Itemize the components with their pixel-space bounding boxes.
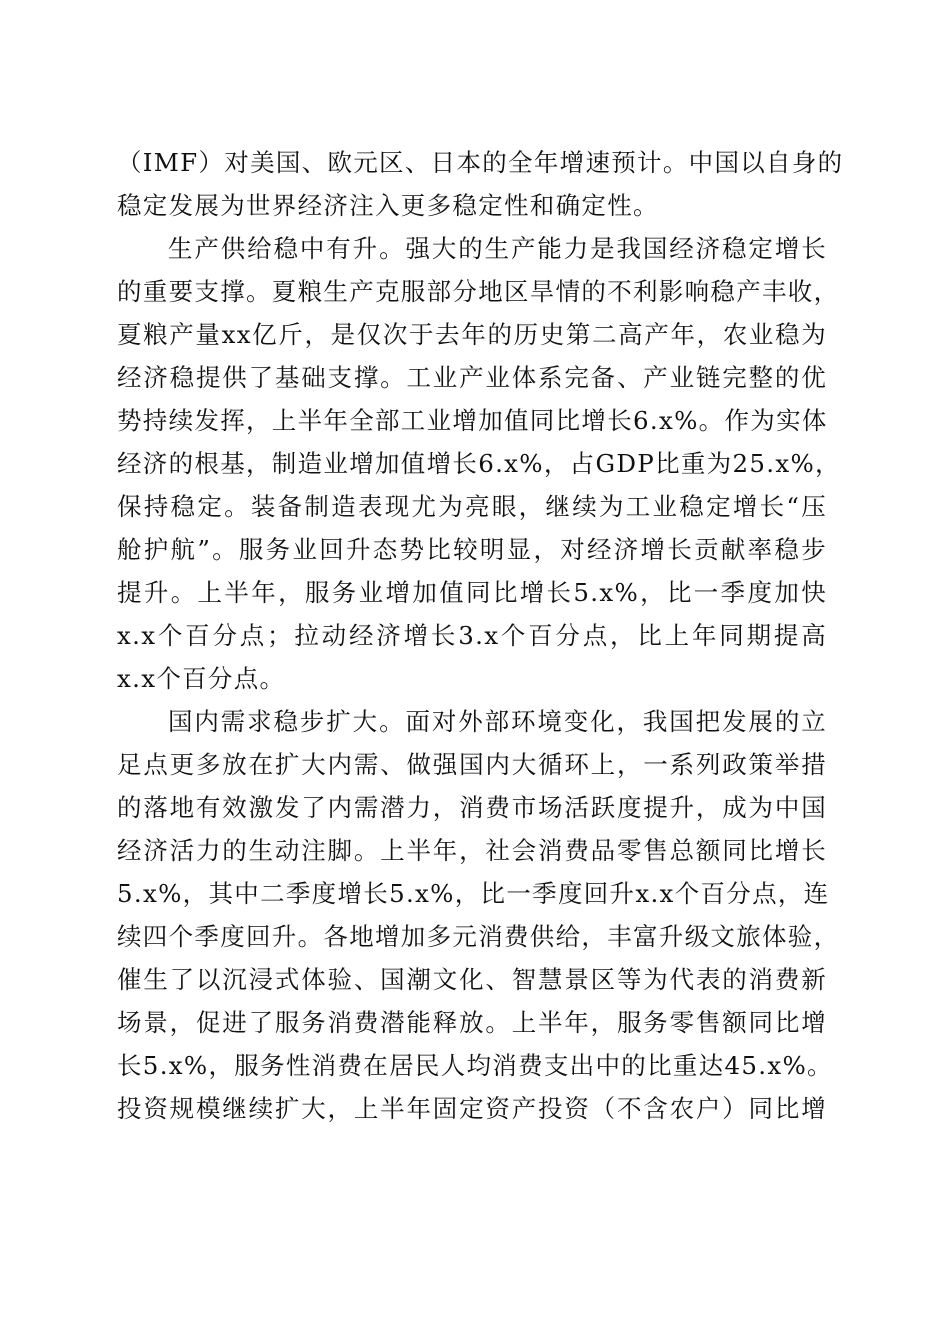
text-line: 夏粮产量xx亿斤，是仅次于去年的历史第二高产年，农业稳为 <box>117 320 827 349</box>
paragraph-start-line: 国内需求稳步扩大。面对外部环境变化，我国把发展的立 <box>168 707 827 736</box>
text-line: （IMF）对美国、欧元区、日本的全年增速预计。中国以自身的 <box>117 148 844 177</box>
text-line: 足点更多放在扩大内需、做强国内大循环上，一系列政策举措 <box>117 750 827 779</box>
text-line: x.x个百分点；拉动经济增长3.x个百分点，比上年同期提高 <box>117 621 827 650</box>
text-line: 续四个季度回升。各地增加多元消费供给，丰富升级文旅体验， <box>117 922 840 951</box>
text-line: 势持续发挥，上半年全部工业增加值同比增长6.x%。作为实体 <box>117 406 828 435</box>
text-line: 保持稳定。装备制造表现尤为亮眼，继续为工业稳定增长“压 <box>117 492 827 521</box>
text-line: 经济稳提供了基础支撑。工业产业体系完备、产业链完整的优 <box>117 363 827 392</box>
text-line: 长5.x%，服务性消费在居民人均消费支出中的比重达45.x%。 <box>117 1051 833 1080</box>
text-line: 5.x%，其中二季度增长5.x%，比一季度回升x.x个百分点，连 <box>117 879 830 908</box>
text-line: 的落地有效激发了内需潜力，消费市场活跃度提升，成为中国 <box>117 793 827 822</box>
text-line: x.x个百分点。 <box>117 664 286 693</box>
text-line: 场景，促进了服务消费潜能释放。上半年，服务零售额同比增 <box>117 1008 827 1037</box>
text-line: 稳定发展为世界经济注入更多稳定性和确定性。 <box>117 191 659 220</box>
text-line: 提升。上半年，服务业增加值同比增长5.x%，比一季度加快 <box>117 578 827 607</box>
text-line: 的重要支撑。夏粮生产克服部分地区旱情的不利影响稳产丰收， <box>117 277 840 306</box>
text-line: 经济的根基，制造业增加值增长6.x%，占GDP比重为25.x%， <box>117 449 841 478</box>
text-line: 催生了以沉浸式体验、国潮文化、智慧景区等为代表的消费新 <box>117 965 827 994</box>
body-text <box>117 141 844 1130</box>
text-line: 投资规模继续扩大，上半年固定资产投资（不含农户）同比增 <box>117 1094 827 1123</box>
text-line: 舱护航”。服务业回升态势比较明显，对经济增长贡献率稳步 <box>117 535 827 564</box>
text-line: 经济活力的生动注脚。上半年，社会消费品零售总额同比增长 <box>117 836 827 865</box>
paragraph-start-line: 生产供给稳中有升。强大的生产能力是我国经济稳定增长 <box>168 234 827 263</box>
